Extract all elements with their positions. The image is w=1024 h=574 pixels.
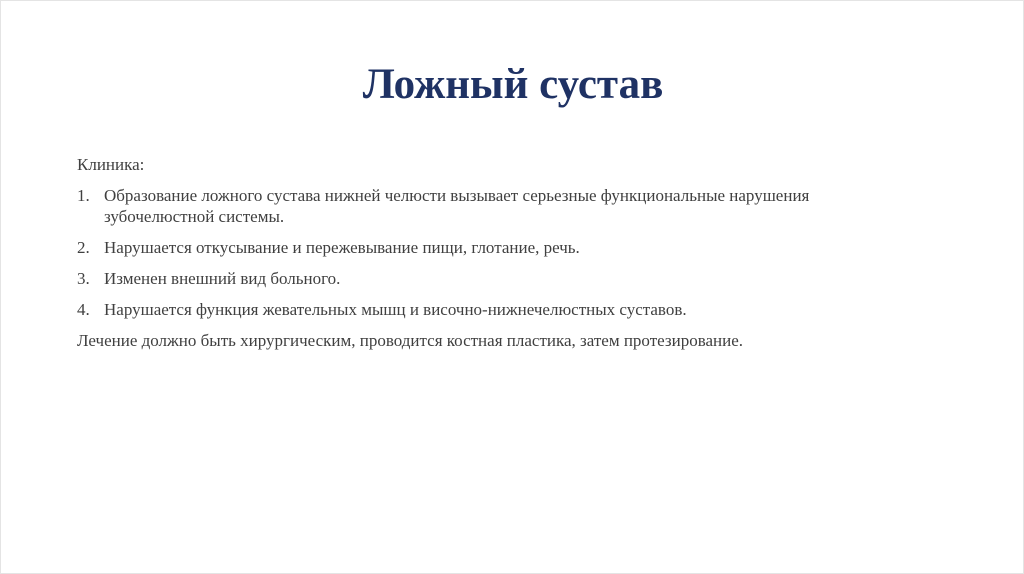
slide-title: Ложный сустав xyxy=(362,61,664,108)
list-item xyxy=(77,185,937,227)
list-item-number: 3. xyxy=(77,269,90,288)
treatment-text: Лечение должно быть хирургическим, проводится костная пластика, затем протезирование. xyxy=(77,331,744,350)
list-item-text: Изменен внешний вид больного. xyxy=(104,269,341,288)
list-item-number: 4. xyxy=(77,300,90,319)
list-item-text: Образование ложного сустава нижней челюсти вызывает серьезные функциональные нарушения зубочелюстной системы. xyxy=(104,186,810,226)
symptom-list xyxy=(77,185,937,320)
list-item-text: Нарушается откусывание и пережевывание пищи, глотание, речь. xyxy=(104,238,580,257)
section-heading: Клиника: xyxy=(77,155,145,174)
list-item-text: Нарушается функция жевательных мышц и височно-нижнечелюстных суставов. xyxy=(104,300,687,319)
list-item-number: 2. xyxy=(77,238,90,257)
list-item xyxy=(77,237,937,258)
slide-content xyxy=(77,154,937,351)
list-item xyxy=(77,268,937,289)
list-item xyxy=(77,299,937,320)
list-item-number: 1. xyxy=(77,186,90,205)
